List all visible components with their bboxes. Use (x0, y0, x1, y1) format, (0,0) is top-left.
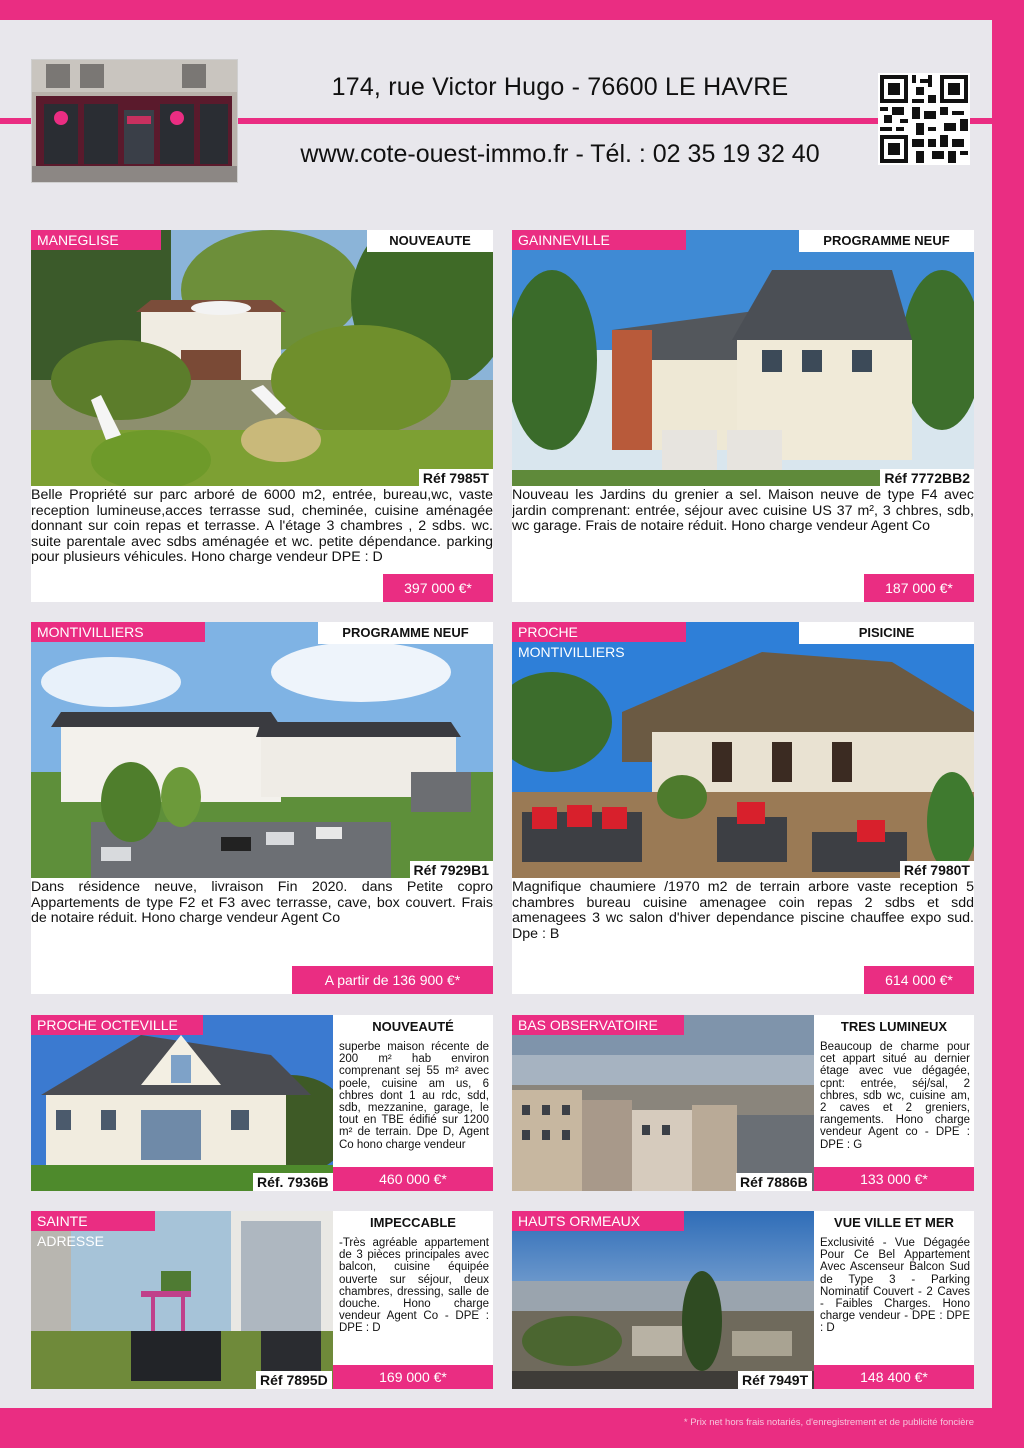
right-border (992, 0, 1024, 1448)
top-border (0, 0, 1024, 20)
listing-card[interactable] (31, 230, 493, 602)
location-label: SAINTE ADRESSE (31, 1211, 155, 1231)
property-photo (31, 230, 493, 486)
listing-tag: TRES LUMINEUX (840, 1019, 948, 1034)
listing-tag: NOUVEAUTE (367, 230, 493, 252)
listing-card[interactable] (512, 1211, 974, 1389)
listing-tag: NOUVEAUTÉ (372, 1019, 454, 1034)
price-badge[interactable]: 148 400 €* (814, 1365, 974, 1389)
price-badge[interactable]: 397 000 €* (383, 574, 493, 602)
property-photo (512, 230, 974, 486)
location-label: MANEGLISE (31, 230, 161, 250)
agency-address: 174, rue Victor Hugo - 76600 LE HAVRE (331, 73, 789, 101)
property-photo (31, 1015, 333, 1191)
reference-label: Réf. 7936B (253, 1173, 333, 1191)
listing-description: Magnifique chaumiere /1970 m2 de terrain arbore vaste reception 5 chambres bureau cuisine amenagee coin repas 2 sdbs et sdd amenagees 3 wc salon d'hiver dependance piscine chauffee expo sud. Dpe : B (512, 879, 974, 942)
property-photo (512, 1211, 814, 1389)
property-photo (512, 1015, 814, 1191)
location-label: GAINNEVILLE (512, 230, 686, 250)
location-label: PROCHE MONTIVILLIERS (512, 622, 686, 642)
price-badge[interactable]: 133 000 €* (814, 1167, 974, 1191)
price-footnote: * Prix net hors frais notariés, d'enregistrement et de publicité foncière (683, 1417, 974, 1428)
listing-card[interactable] (31, 622, 493, 994)
listing-tag: IMPECCABLE (370, 1215, 456, 1230)
listing-card[interactable] (512, 230, 974, 602)
reference-label: Réf 7929B1 (410, 861, 494, 879)
agency-web-phone[interactable]: www.cote-ouest-immo.fr - Tél. : 02 35 19 32 40 (300, 140, 820, 168)
listing-tag: PROGRAMME NEUF (318, 622, 493, 644)
location-label: MONTIVILLIERS (31, 622, 205, 642)
listing-description: -Très agréable appartement de 3 pièces principales avec balcon, cuisine équipée ouverte sur séjour, deux chambres, dressing, salle de douche. Hono charge vendeur Agent Co - DPE : DPE : D (339, 1237, 489, 1335)
listing-tag: PROGRAMME NEUF (799, 230, 974, 252)
listing-description: Dans résidence neuve, livraison Fin 2020. dans Petite copro Appartements de type F2 et F3 avec terrasse, cave, box couvert. Frais de notaire réduit. Hono charge vendeur Agent Co (31, 879, 493, 927)
listing-description: Nouveau les Jardins du grenier a sel. Maison neuve de type F4 avec jardin comprenant: entrée, séjour avec cuisine US 37 m², 3 chbres, sdb, wc garage. Frais de notaire réduit. Hono charge vendeur Agent Co (512, 487, 974, 535)
price-badge[interactable]: 460 000 €* (333, 1167, 493, 1191)
listing-description: Beaucoup de charme pour cet appart situé au dernier étage avec vue dégagée, cpnt: entrée, séj/sal, 2 chbres, sdb wc, cuisine am, 2 caves et 2 greniers, rangements. Hono charge vendeur Agent co - DPE : DPE : G (820, 1041, 970, 1151)
listing-tag: PISICINE (799, 622, 974, 644)
listing-card[interactable] (31, 1015, 493, 1191)
location-label: PROCHE OCTEVILLE (31, 1015, 203, 1035)
bottom-border (0, 1408, 1024, 1448)
listing-card[interactable] (512, 622, 974, 994)
listing-tag: VUE VILLE ET MER (834, 1215, 954, 1230)
reference-label: Réf 7949T (738, 1371, 812, 1389)
property-photo (31, 622, 493, 878)
reference-label: Réf 7895D (256, 1371, 332, 1389)
listing-description: Exclusivité - Vue Dégagée Pour Ce Bel Appartement Avec Ascenseur Balcon Sud de Type 3 - Parking Nominatif Couvert - 2 Caves - Faibles Charges. Hono charge vendeur - DPE : DPE : D (820, 1237, 970, 1335)
reference-label: Réf 7886B (736, 1173, 812, 1191)
location-label: BAS OBSERVATOIRE (512, 1015, 684, 1035)
listing-card[interactable] (31, 1211, 493, 1389)
agency-storefront-photo (31, 59, 238, 183)
listing-description: superbe maison récente de 200 m² hab environ comprenant sej 55 m² avec poele, cuisine am us, 6 chbres dont 1 au rdc, sdd, sdb, mezzanine, garage, le tout en TBE édifié sur 1200 m² de terrain. Dpe D, Agent Co hono charge vendeur (339, 1041, 489, 1151)
qr-code[interactable] (878, 73, 970, 165)
listing-card[interactable] (512, 1015, 974, 1191)
reference-label: Réf 7772BB2 (880, 469, 974, 487)
location-label: HAUTS ORMEAUX (512, 1211, 684, 1231)
reference-label: Réf 7980T (900, 861, 974, 879)
reference-label: Réf 7985T (419, 469, 493, 487)
price-badge[interactable]: 169 000 €* (333, 1365, 493, 1389)
price-badge[interactable]: 614 000 €* (864, 966, 974, 994)
price-badge[interactable]: A partir de 136 900 €* (292, 966, 493, 994)
listing-description: Belle Propriété sur parc arboré de 6000 m2, entrée, bureau,wc, vaste reception lumineuse,acces terrasse sud, cheminée, cuisine aménagée donnant sur coin repas et terrasse. A l'étage 3 chambres , 2 sdbs. wc. suite parentale avec sdbs aménagée et wc. petite dépendance. parking pour plusieurs véhicules. Hono charge vendeur DPE : D (31, 487, 493, 566)
price-badge[interactable]: 187 000 €* (864, 574, 974, 602)
